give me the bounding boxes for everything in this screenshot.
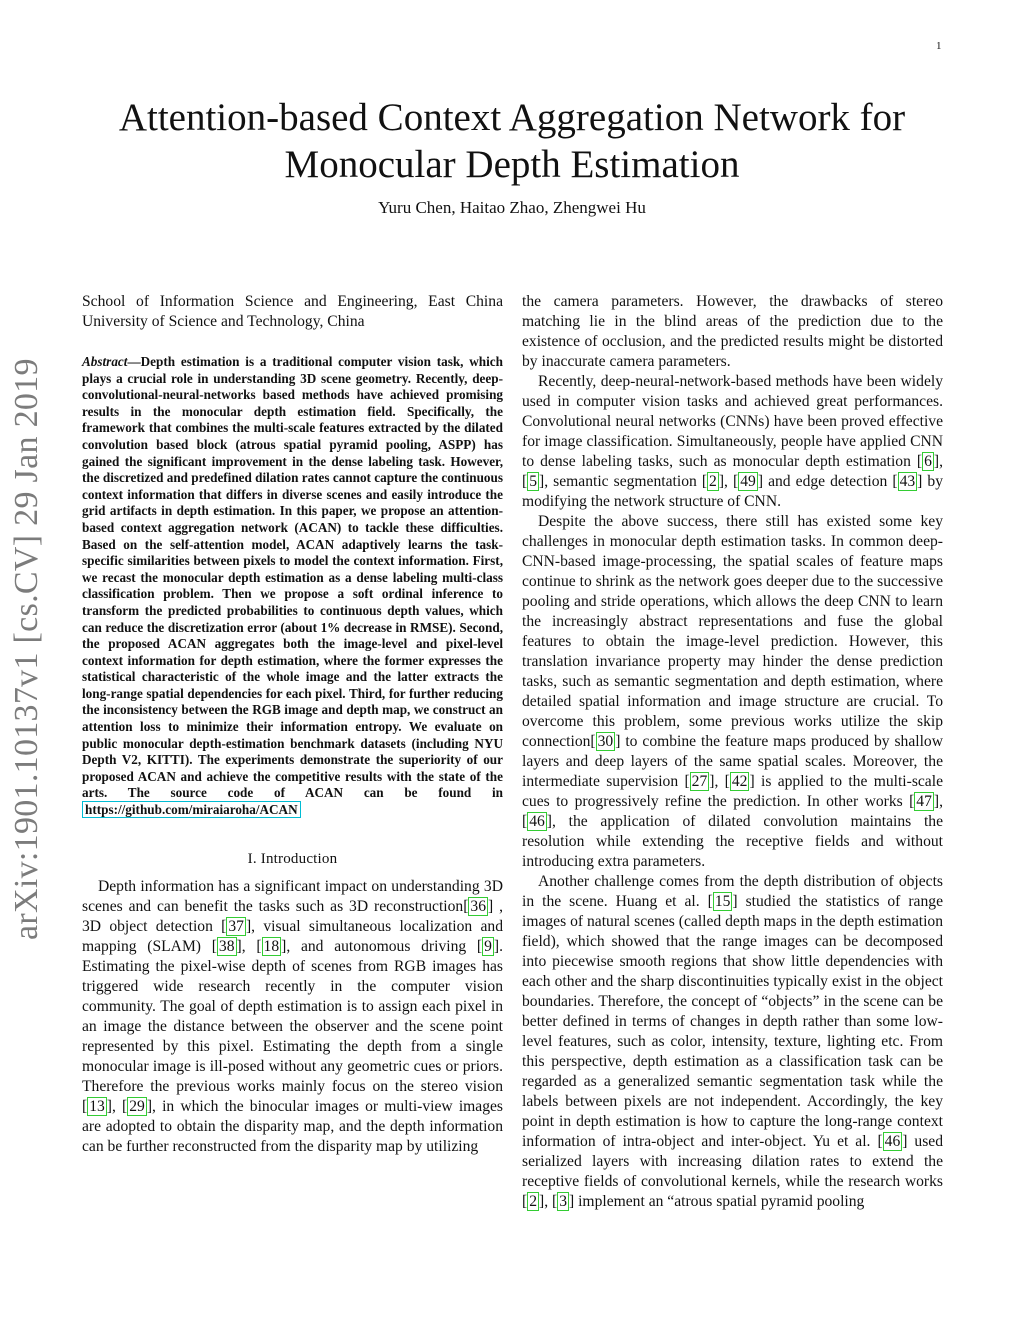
citation-link[interactable]: 49 bbox=[740, 473, 756, 490]
author-list: Yuru Chen, Haitao Zhao, Zhengwei Hu bbox=[378, 198, 646, 217]
abstract-text: —Depth estimation is a traditional computer vision task, which plays a crucial role in understanding 3D scene geometry. Recently, deep-convolutional-neural-networks based methods have achieved promising results in the monocular depth estimation field. Specifically, the framework that combines the multi-scale features extracted by the dilated convolution based block (atrous spatial pyramid pooling, ASPP) has gained the significant improvement in the dense labeling task. However, the discretized and predefined dilation rates cannot capture the continuous context information that differs in diverse scenes and easily introduce the grid artifacts in depth estimation. In this paper, we propose an attention-based context aggregation network (ACAN) to tackle these difficulties. Based on the self-attention model, ACAN adaptively learns the task-specific similarities between pixels to model the context information. First, we recast the monocular depth estimation as a dense labeling multi-class classification problem. Then we propose a soft ordinal inference to transform the predicted probabilities to continuous depth values, which can reduce the discretization error (about 1% decrease in RMSE). Second, the proposed ACAN aggregates both the image-level and pixel-level context information for depth estimation, where the former expresses the statistical characteristic of the whole image and the latter extracts the long-range spatial dependencies for each pixel. Third, for further reducing the inconsistency between the RGB image and depth map, we construct an attention loss to minimize their information entropy. We evaluate on public monocular depth-estimation benchmark datasets (including NYU Depth V2, KITTI). The experiments demonstrate the superiority of our proposed ACAN and achieve the competitive results with the state of the arts. The source code of ACAN can be found in bbox=[82, 354, 503, 801]
right-paragraph-cnn: Recently, deep-neural-network-based methods have been widely used in computer vision tasks and achieved great performances. Convolutional neural networks (CNNs) have been proved effective for image classification. Simultaneously, people have applied CNN to dense labeling tasks, such as monocular depth estimation [ 6 ], [ 5 ], semantic segmentation [ 2 ], [ 49 ] and edge detection [ 43 ] by modifying the network structure of CNN. bbox=[522, 373, 944, 510]
citation-link[interactable]: 5 bbox=[529, 473, 537, 490]
citation-link[interactable]: 27 bbox=[691, 773, 708, 790]
citation-link[interactable]: 2 bbox=[709, 473, 717, 490]
citation-link[interactable]: 29 bbox=[129, 1097, 145, 1115]
citation-link[interactable]: 37 bbox=[228, 917, 244, 935]
citation-link[interactable]: 30 bbox=[597, 733, 614, 750]
right-paragraph-depth-distribution: Another challenge comes from the depth distribution of objects in the scene. Huang et al. [ 15 ] studied the statistics of range images of natural scenes (called depth maps in the depth estimation field), which showed that the range images can be decomposed into piecewise smooth regions that show little dependencies with each other and the sharp discontinuities typically exist in the object boundaries. Therefore, the concept of “objects” in the scene can be better defined in terms of changes in depth rather than some low-level features, such as color, intensity, texture, lighting etc. From this perspective, depth estimation as a classification task can be regarded as a generalized semantic segmentation task while the labels between pixels are not independent. Accordingly, the key point in depth estimation is how to capture the long-range context information of intra-object and inter-object. Yu et al. [ 46 ] used serialized layers with increasing dilation rates to extend the receptive fields of convolutional kernels, while the research works [ 2 ], [ 3 ] implement an “atrous spatial pyramid pooling bbox=[522, 873, 943, 1210]
citation-link[interactable]: 42 bbox=[731, 773, 748, 790]
paper-title bbox=[70, 94, 954, 188]
citation-link[interactable]: 3 bbox=[559, 1193, 567, 1210]
intro-paragraph-1: Depth information has a significant impact on understanding 3D scenes and can benefit the tasks such as 3D reconstruction[ 36 ] , 3D object detection [ 37 ], visual simultaneous localization and mapping (SLAM) [ 38 ], [ 18 ], and autonomous driving [ 9 ]. Estimating the pixel-wise depth of scenes from RGB images has triggered wide research recently in the computer vision community. The goal of depth estimation is to assign each pixel in an image the distance between the observer and the scene point represented by this pixel. Estimating the depth from a single monocular image is ill-posed without any geometric cues or priors. Therefore the previous works mainly focus on the stereo vision [ 13 ], [ 29 ], in which the binocular images or multi-view images are adopted to obtain the disparity map, and the depth information can be further reconstructed from the disparity map by utilizing bbox=[82, 877, 504, 1155]
citation-link[interactable]: 36 bbox=[470, 897, 486, 915]
citation-link[interactable]: 18 bbox=[263, 937, 280, 955]
citation-link[interactable]: 2 bbox=[529, 1193, 537, 1210]
source-code-link[interactable]: https://github.com/miraiaroha/ACAN bbox=[82, 801, 301, 818]
citation-link[interactable]: 43 bbox=[899, 473, 916, 490]
title-line-1: Attention-based Context Aggregation Network for bbox=[118, 96, 906, 139]
arxiv-identifier: arXiv:1901.10137v1 [cs.CV] 29 Jan 2019 bbox=[8, 358, 45, 940]
abstract bbox=[82, 354, 503, 819]
citation-link[interactable]: 38 bbox=[218, 937, 235, 955]
citation-link[interactable]: 6 bbox=[924, 453, 932, 470]
right-column bbox=[522, 292, 943, 1212]
citation-link[interactable]: 46 bbox=[884, 1133, 901, 1150]
page-number: 1 bbox=[936, 40, 942, 52]
citation-link[interactable]: 9 bbox=[484, 937, 492, 955]
section-heading-introduction: I. Introduction bbox=[247, 850, 338, 867]
abstract-label: Abstract bbox=[82, 354, 128, 369]
citation-link[interactable]: 47 bbox=[916, 793, 932, 810]
citation-link[interactable]: 13 bbox=[89, 1097, 105, 1115]
left-column bbox=[82, 292, 503, 1157]
citation-link[interactable]: 15 bbox=[714, 893, 731, 910]
right-paragraph-continued: the camera parameters. However, the drawbacks of stereo matching lie in the blind areas of the prediction due to the existence of occlusion, and the predicted results might be distorted by inaccurate camera parameters. bbox=[522, 293, 943, 370]
citation-link[interactable]: 46 bbox=[529, 813, 545, 830]
title-line-2: Monocular Depth Estimation bbox=[284, 143, 740, 186]
affiliation: School of Information Science and Engineering, East China University of Science and Technology, China bbox=[82, 293, 503, 330]
right-paragraph-challenges: Despite the above success, there still has existed some key challenges in monocular depth estimation tasks. In common deep-CNN-based image-processing, the spatial scales of feature maps continue to shrink as the network goes deeper due to the successive pooling and stride operations, which allows the deep CNN to learn the increasingly abstract representations and fuse the global features to obtain the image-level prediction. However, this translation invariance property may hinder the dense prediction tasks, such as semantic segmentation and depth estimation, where detailed spatial information and image structure are crucial. To overcome this problem, some previous works utilize the skip connection[ 30 ] to combine the feature maps produced by shallow layers and deep layers of the same spatial scales. Moreover, the intermediate supervision [ 27 ], [ 42 ] is applied to the multi-scale cues to progressively refine the prediction. In other works [ 47 ], [ 46 ], the application of dilated convolution maintains the resolution while extending the receptive fields and without introducing extra parameters. bbox=[522, 513, 943, 870]
